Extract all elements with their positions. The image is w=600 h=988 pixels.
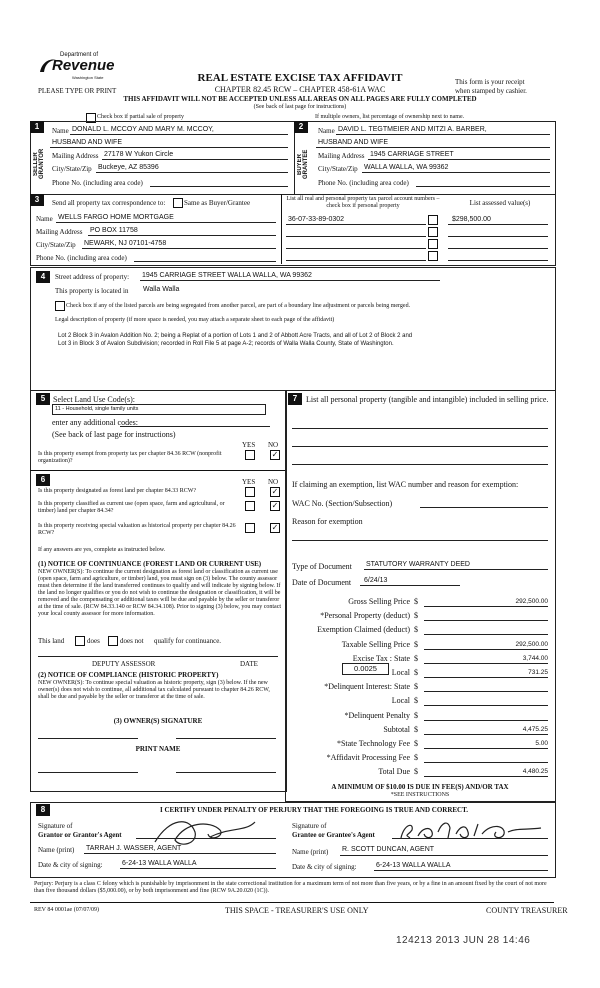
personal-property-label: List all personal property (tangible and intangible) included in selling price. (306, 395, 549, 404)
logo-main-text: Revenue (52, 57, 115, 74)
forest-yes-checkbox[interactable] (245, 487, 255, 497)
exempt-yes-checkbox[interactable] (245, 450, 255, 460)
current-use-question: Is this property classified as current use (open space, farm and agricultural, or timber) land per chapter 84.34? (38, 501, 225, 514)
forest-no-checkbox[interactable]: ✓ (271, 487, 279, 496)
revenue-logo (38, 52, 118, 82)
perjury-notice: Perjury: Perjury is a class C felony which is punishable by imprisonment in the state correctional institution for a maximum term of not more than five years, or by a fine in an amount fixed by the court of not more than five thousand dollars ($5,000.00), or by both imprisonment and fine (RCW 9A.20.020 (1C)). (34, 881, 547, 894)
tax-row-currency: $ (414, 696, 418, 705)
grantee-sig-label-2: Grantee or Grantee's Agent (292, 831, 375, 839)
legal-line-2[interactable]: Lot 3 in Block 3 of Avalon Subdivision; recorded in Roll File 5 at page A-2; records of Walla Walla County, State of Washington. (58, 341, 394, 347)
tax-row-value[interactable]: 4,480.25 (424, 767, 548, 777)
historic-yes-checkbox[interactable] (245, 523, 255, 533)
notice-1-body: NEW OWNER(S): To continue the current designation as forest land or classification as current use (open space, farm and agriculture, or timber) land, you must sign on (3) below. The county assessor must then determine if the land transferred continues to qualify and will indicate by signing below. If the land no longer qualifies or you do not wish to continue the designation or classification, it will be removed and the compensating or additional taxes will be due and payable by the seller or transferor at the time of sale. (RCW 84.33.140 or RCW 84.34.108). Prior to signing (3) below, you may contact your local county assessor for more information. (38, 569, 282, 617)
tax-row-value[interactable] (424, 625, 548, 635)
tax-row-label: Local (391, 696, 410, 705)
section-5-number: 5 (36, 393, 50, 405)
seller-phone-label: Phone No. (including area code) (52, 179, 143, 187)
current-use-no-checkbox[interactable]: ✓ (271, 501, 279, 510)
street-line (140, 280, 440, 281)
s5-see-back: (See back of last page for instructions) (52, 430, 176, 439)
s3-mailing-value[interactable]: PO BOX 11758 (90, 227, 138, 234)
assessed-line-1 (448, 224, 548, 225)
doc-type-value[interactable]: STATUTORY WARRANTY DEED (366, 561, 470, 568)
tax-row-label: *Affidavit Processing Fee (326, 753, 410, 762)
seller-name2-value[interactable]: HUSBAND AND WIFE (52, 139, 123, 146)
segregated-checkbox[interactable] (55, 301, 65, 311)
grantee-signature-icon (396, 816, 546, 844)
s5-yes-header: YES (242, 441, 256, 449)
send-correspondence-label: Send all property tax correspondence to: (52, 199, 166, 207)
exempt-no-checkbox[interactable]: ✓ (271, 450, 279, 459)
section-3-divider (281, 194, 282, 264)
tax-row-label: Total Due (378, 767, 410, 776)
buyer-name-label: Name (318, 127, 335, 135)
section-2-number: 2 (294, 121, 308, 133)
tax-row-currency: $ (414, 611, 418, 620)
s3-name-value[interactable]: WELLS FARGO HOME MORTGAGE (58, 214, 174, 221)
notice-2-body: NEW OWNER(S): To continue special valuation as historic property, sign (3) below. If the new owner(s) does not wish to continue, all additional tax calculated pursuant to chapter 84.26 RCW, shall be due and payable by the seller or transferor at the time of sale. (38, 680, 270, 700)
wac-label: WAC No. (Section/Subsection) (292, 499, 393, 508)
parcel-line-1 (286, 224, 426, 225)
personal-line-2 (292, 446, 548, 447)
buyer-name2-line (316, 147, 550, 148)
tax-row-label: Excise Tax : State (352, 654, 410, 663)
tax-row-value[interactable] (424, 696, 548, 706)
tax-row-label: Gross Selling Price (348, 597, 410, 606)
street-value[interactable]: 1945 CARRIAGE STREET WALLA WALLA, WA 99362 (142, 272, 312, 279)
grantor-date-line (120, 868, 276, 869)
tax-row-label: *Personal Property (deduct) (320, 611, 410, 620)
doc-type-line (364, 569, 548, 570)
buyer-mailing-line (368, 159, 550, 160)
tax-row-currency: $ (414, 625, 418, 634)
parcel-line-4 (286, 260, 426, 261)
tax-row-label: *Delinquent Penalty (344, 711, 410, 720)
tax-row-currency: $ (414, 753, 418, 762)
tax-row-currency: $ (414, 640, 418, 649)
seller-city-line (96, 172, 288, 173)
grantor-name-label: Name (print) (38, 846, 75, 854)
section-3-number: 3 (30, 194, 44, 206)
s3-mailing-line (88, 235, 276, 236)
doc-date-value[interactable]: 6/24/13 (364, 577, 388, 584)
tax-row-value[interactable]: 292,500.00 (424, 640, 548, 650)
tax-row-value[interactable] (424, 753, 548, 763)
form-chapter: CHAPTER 82.45 RCW – CHAPTER 458-61A WAC (214, 85, 386, 94)
logo-sub-text: Washington State (72, 75, 104, 80)
tax-row-value[interactable]: 3,744.00 (424, 654, 548, 664)
tax-row-value[interactable] (424, 682, 548, 692)
personal-property-checkbox-4[interactable] (428, 251, 438, 261)
personal-property-checkbox-3[interactable] (428, 239, 438, 249)
deputy-line (38, 656, 278, 657)
assessed-value[interactable]: $298,500.00 (452, 216, 491, 223)
s5-no-header: NO (268, 441, 279, 449)
section-7-number: 7 (288, 393, 302, 405)
buyer-name2-value[interactable]: HUSBAND AND WIFE (318, 139, 389, 146)
buyer-city-label: City/State/Zip (318, 165, 358, 173)
does-label: does (87, 637, 100, 645)
notice-2-title: (2) NOTICE OF COMPLIANCE (HISTORIC PROPERTY) (38, 671, 219, 679)
s6-no-header: NO (268, 478, 279, 486)
grantor-sig-label-1: Signature of (38, 822, 73, 830)
owner-sig-line-2 (176, 738, 276, 739)
print-name-line-2 (176, 772, 276, 773)
does-not-label: does not (120, 637, 144, 645)
cashier-stamp: 124213 2013 JUN 28 14:46 (396, 935, 531, 946)
buyer-name-value[interactable]: DAVID L. TEGTMEIER AND MITZI A. BARBER, (338, 126, 487, 133)
tax-row-value[interactable]: 5.00 (424, 739, 548, 749)
tax-row-label: Local (391, 668, 410, 677)
tax-row-currency: $ (414, 668, 418, 677)
does-not-checkbox[interactable] (108, 636, 118, 646)
s3-mailing-label: Mailing Address (36, 228, 83, 236)
tax-row-currency: $ (414, 682, 418, 691)
tax-row-value[interactable]: 292,500.00 (424, 597, 548, 607)
current-use-yes-checkbox[interactable] (245, 501, 255, 511)
exemption-label: If claiming an exemption, list WAC number and reason for exemption: (292, 480, 519, 489)
section-8-number: 8 (36, 804, 50, 816)
seller-mailing-value[interactable]: 27178 W Yukon Circle (104, 151, 174, 158)
grantor-sig-label-2: Grantor or Grantor's Agent (38, 831, 122, 839)
see-instructions-note: *SEE INSTRUCTIONS (390, 792, 450, 798)
tax-row-label: Exemption Claimed (deduct) (317, 625, 410, 634)
receipt-line-2: when stamped by cashier. (455, 87, 527, 95)
owner-sig-line-1 (38, 738, 138, 739)
parcel-line-2 (286, 236, 426, 237)
s3-name-line (56, 222, 276, 223)
qualify-label: qualify for continuance. (154, 637, 222, 645)
seller-city-value[interactable]: Buckeye, AZ 85396 (98, 164, 159, 171)
county-treasurer: COUNTY TREASURER (486, 906, 568, 915)
section-6-top (30, 470, 285, 471)
assessed-line-3 (448, 248, 548, 249)
buyer-side-label: BUYER GRANTEE (297, 149, 309, 179)
buyer-name-line (336, 134, 550, 135)
print-name-label: PRINT NAME (135, 745, 181, 753)
section-4 (30, 267, 556, 391)
owner-signature-label: (3) OWNER(S) SIGNATURE (113, 717, 203, 725)
buyer-city-line (362, 172, 550, 173)
doc-date-line (360, 585, 460, 586)
assessed-header: List assessed value(s) (469, 199, 531, 207)
seller-name-label: Name (52, 127, 69, 135)
tax-row-value[interactable] (424, 711, 548, 721)
local-rate-box[interactable]: 0.0025 (342, 663, 389, 675)
grantee-date-line (374, 870, 548, 871)
wac-line (420, 507, 548, 508)
if-yes-note: If any answers are yes, complete as instructed below. (38, 547, 166, 553)
tax-row-currency: $ (414, 597, 418, 606)
buyer-mailing-value[interactable]: 1945 CARRIAGE STREET (370, 151, 454, 158)
s3-phone-label: Phone No. (including area code) (36, 254, 127, 262)
assessed-line-4 (448, 260, 548, 261)
s3-city-label: City/State/Zip (36, 241, 76, 249)
buyer-mailing-label: Mailing Address (318, 152, 365, 160)
tax-row-currency: $ (414, 739, 418, 748)
grantee-date-label: Date & city of signing: (292, 863, 357, 871)
doc-type-label: Type of Document (292, 562, 352, 571)
land-use-label: Select Land Use Code(s): (53, 395, 135, 404)
seller-phone-line (150, 186, 288, 187)
treasurer-note: THIS SPACE - TREASURER'S USE ONLY (225, 906, 369, 915)
tax-row-label: Subtotal (383, 725, 410, 734)
tax-row-value[interactable]: 4,475.25 (424, 725, 548, 735)
certify-statement: I CERTIFY UNDER PENALTY OF PERJURY THAT THE FOREGOING IS TRUE AND CORRECT. (160, 806, 469, 814)
buyer-phone-label: Phone No. (including area code) (318, 179, 409, 187)
tax-row-currency: $ (414, 767, 418, 776)
doc-date-label: Date of Document (292, 578, 352, 587)
legal-line-1[interactable]: Lot 2 Block 3 in Avalon Addition No. 2; being a Replat of a portion of Lots 1 and 2 of Abbott Acre Tracts, and all of Lot 2 of Block 2 and (58, 333, 413, 339)
s3-phone-line (134, 261, 276, 262)
seller-mailing-line (102, 159, 288, 160)
tax-row-currency: $ (414, 725, 418, 734)
grantee-name-value[interactable]: R. SCOTT DUNCAN, AGENT (342, 846, 435, 853)
section-4-number: 4 (36, 271, 50, 283)
historic-question: Is this property receiving special valuation as historical property per chapter 84.26 RCW? (38, 523, 236, 536)
grantee-name-label: Name (print) (292, 848, 329, 856)
historic-no-checkbox[interactable]: ✓ (271, 523, 279, 532)
tax-row-label: Taxable Selling Price (341, 640, 410, 649)
parcel-header: List all real and personal property tax parcel account numbers – check box if personal property (286, 196, 440, 209)
personal-line-3 (292, 464, 548, 465)
logo-top-text: Department of (60, 52, 99, 58)
street-label: Street address of property: (55, 273, 130, 281)
print-name-line-1 (38, 772, 138, 773)
seller-name2-line (50, 147, 288, 148)
rev-number: REV 84 0001ae (07/07/09) (34, 907, 100, 913)
parcel-line-3 (286, 248, 426, 249)
does-checkbox[interactable] (75, 636, 85, 646)
multiple-owners-note: If multiple owners, list percentage of ownership next to name. (315, 114, 465, 120)
additional-codes-label: enter any additional codes: (52, 418, 138, 427)
grantor-date-value[interactable]: 6-24-13 WALLA WALLA (122, 860, 197, 867)
seller-city-label: City/State/Zip (52, 165, 92, 173)
exempt-question: Is this property exempt from property tax per chapter 84.36 RCW (nonprofit organization)? (38, 451, 222, 464)
form-warning: THIS AFFIDAVIT WILL NOT BE ACCEPTED UNLESS ALL AREAS ON ALL PAGES ARE FULLY COMPLETED (123, 95, 477, 103)
grantor-date-label: Date & city of signing: (38, 861, 103, 869)
grantor-name-line (84, 853, 276, 854)
tax-row-value[interactable]: 731.25 (424, 668, 548, 678)
forest-question: Is this property designated as forest land per chapter 84.33 RCW? (38, 488, 197, 494)
seller-name-value[interactable]: DONALD L. MCCOY AND MARY M. MCCOY, (72, 126, 214, 133)
seller-side-label: SELLER GRANTOR (33, 148, 45, 180)
tax-row-label: *State Technology Fee (336, 739, 410, 748)
tax-row-label: *Delinquent Interest: State (324, 682, 410, 691)
minimum-note: A MINIMUM OF $10.00 IS DUE IN FEE(S) AND/OR TAX (331, 783, 509, 791)
partial-sale-label: Check box if partial sale of property (97, 114, 184, 120)
section-6-number: 6 (36, 474, 50, 486)
footer-rule (30, 902, 554, 903)
same-as-buyer-checkbox[interactable] (173, 198, 183, 208)
this-land-label: This land (38, 637, 65, 645)
date-label: DATE (240, 660, 258, 668)
see-back-note: (See back of last page for instructions) (253, 104, 347, 110)
s6-yes-header: YES (242, 478, 256, 486)
seller-name-line (70, 134, 288, 135)
personal-property-checkbox-2[interactable] (428, 227, 438, 237)
grantor-name-value[interactable]: TARRAH J. WASSER, AGENT (86, 845, 182, 852)
receipt-line-1: This form is your receipt (455, 78, 525, 86)
personal-property-checkbox-1[interactable] (428, 215, 438, 225)
parcel-number-value[interactable]: 36-07-33-89-0302 (288, 216, 345, 223)
legal-label: Legal description of property (if more space is needed, you may attach a separate sheet to each page of the affidavit) (55, 317, 335, 323)
located-label: This property is located in (55, 287, 129, 295)
notice-1-title: (1) NOTICE OF CONTINUANCE (FOREST LAND OR CURRENT USE) (38, 560, 262, 568)
form-title: REAL ESTATE EXCISE TAX AFFIDAVIT (197, 72, 403, 84)
tax-row-value[interactable] (424, 611, 548, 621)
s3-name-label: Name (36, 215, 53, 223)
grantee-name-line (340, 855, 548, 856)
tax-row-currency: $ (414, 711, 418, 720)
additional-codes-line (120, 426, 270, 427)
located-value[interactable]: Walla Walla (143, 286, 180, 293)
grantee-sig-label-1: Signature of (292, 822, 327, 830)
reason-label: Reason for exemption (292, 517, 363, 526)
land-use-select[interactable]: 11 - Household, single family units (52, 404, 266, 415)
s3-city-line (82, 248, 276, 249)
buyer-phone-line (416, 186, 550, 187)
tax-row-currency: $ (414, 654, 418, 663)
personal-line-1 (292, 428, 548, 429)
grantee-date-value[interactable]: 6-24-13 WALLA WALLA (376, 862, 451, 869)
assessed-line-2 (448, 236, 548, 237)
same-as-buyer-label: Same as Buyer/Grantee (184, 199, 251, 207)
type-print-note: PLEASE TYPE OR PRINT (38, 87, 117, 95)
buyer-city-value[interactable]: WALLA WALLA, WA 99362 (364, 164, 449, 171)
reason-line-1 (292, 540, 548, 541)
seller-mailing-label: Mailing Address (52, 152, 99, 160)
s3-city-value[interactable]: NEWARK, NJ 07101-4758 (84, 240, 167, 247)
segregated-label: Check box if any of the listed parcels are being segregated from another parcel, are part of a boundary line adjustment or parcels being merged. (66, 303, 411, 309)
section-1-number: 1 (30, 121, 44, 133)
deputy-label: DEPUTY ASSESSOR (92, 660, 156, 668)
